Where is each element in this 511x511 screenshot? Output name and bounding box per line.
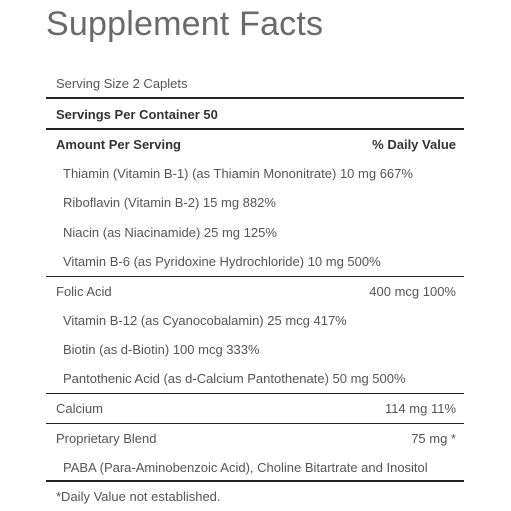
nutrient-name: Folic Acid (56, 284, 112, 299)
column-header (46, 137, 464, 153)
divider-thin (46, 423, 464, 424)
nutrient-amount: 114 mg 11% (384, 401, 456, 416)
nutrient-amount: 400 mcg 100% (369, 284, 456, 299)
divider-thin (46, 276, 464, 277)
serving-size-text: Serving Size 2 Caplets (56, 76, 188, 91)
nutrient-row (63, 371, 406, 386)
nutrient-row-calcium (46, 401, 464, 417)
nutrient-name: Calcium (56, 401, 103, 416)
nutrient-row (63, 195, 276, 210)
nutrient-amount: 75 mg * (411, 431, 456, 446)
nutrient-text: Vitamin B-12 (as Cyanocobalamin) 25 mcg 417% (63, 313, 347, 328)
nutrient-text: Niacin (as Niacinamide) 25 mg 125% (63, 225, 277, 240)
nutrient-text: Thiamin (Vitamin B-1) (as Thiamin Mononitrate) 10 mg 667% (63, 166, 413, 181)
nutrient-row-proprietary-blend (46, 431, 464, 447)
divider-thick (46, 480, 464, 482)
nutrient-row-folic-acid (46, 284, 464, 300)
nutrient-text: Riboflavin (Vitamin B-2) 15 mg 882% (63, 195, 276, 210)
serving-size (56, 76, 188, 91)
divider-thin (46, 393, 464, 394)
nutrient-text: Pantothenic Acid (as d-Calcium Pantothenate) 50 mg 500% (63, 371, 406, 386)
servings-per-container (56, 107, 218, 122)
nutrient-text: Biotin (as d-Biotin) 100 mcg 333% (63, 342, 260, 357)
footnote (56, 489, 221, 504)
nutrient-text: Vitamin B-6 (as Pyridoxine Hydrochloride) 10 mg 500% (63, 254, 381, 269)
nutrient-row (63, 166, 413, 181)
page-title: Supplement Facts (46, 5, 324, 43)
daily-value-label: % Daily Value (372, 137, 456, 152)
nutrient-row (63, 225, 277, 240)
divider-thick (46, 97, 464, 99)
nutrient-row (63, 313, 347, 328)
blend-ingredients-text: PABA (Para-Aminobenzoic Acid), Choline Bitartrate and Inositol (63, 460, 428, 475)
divider-thick (46, 128, 464, 130)
servings-per-container-text: Servings Per Container 50 (56, 107, 218, 122)
footnote-text: *Daily Value not established. (56, 489, 221, 504)
blend-ingredients (63, 460, 428, 475)
nutrient-row (63, 342, 260, 357)
nutrient-name: Proprietary Blend (56, 431, 157, 446)
amount-per-serving-label: Amount Per Serving (56, 137, 181, 152)
nutrient-row (63, 254, 381, 269)
